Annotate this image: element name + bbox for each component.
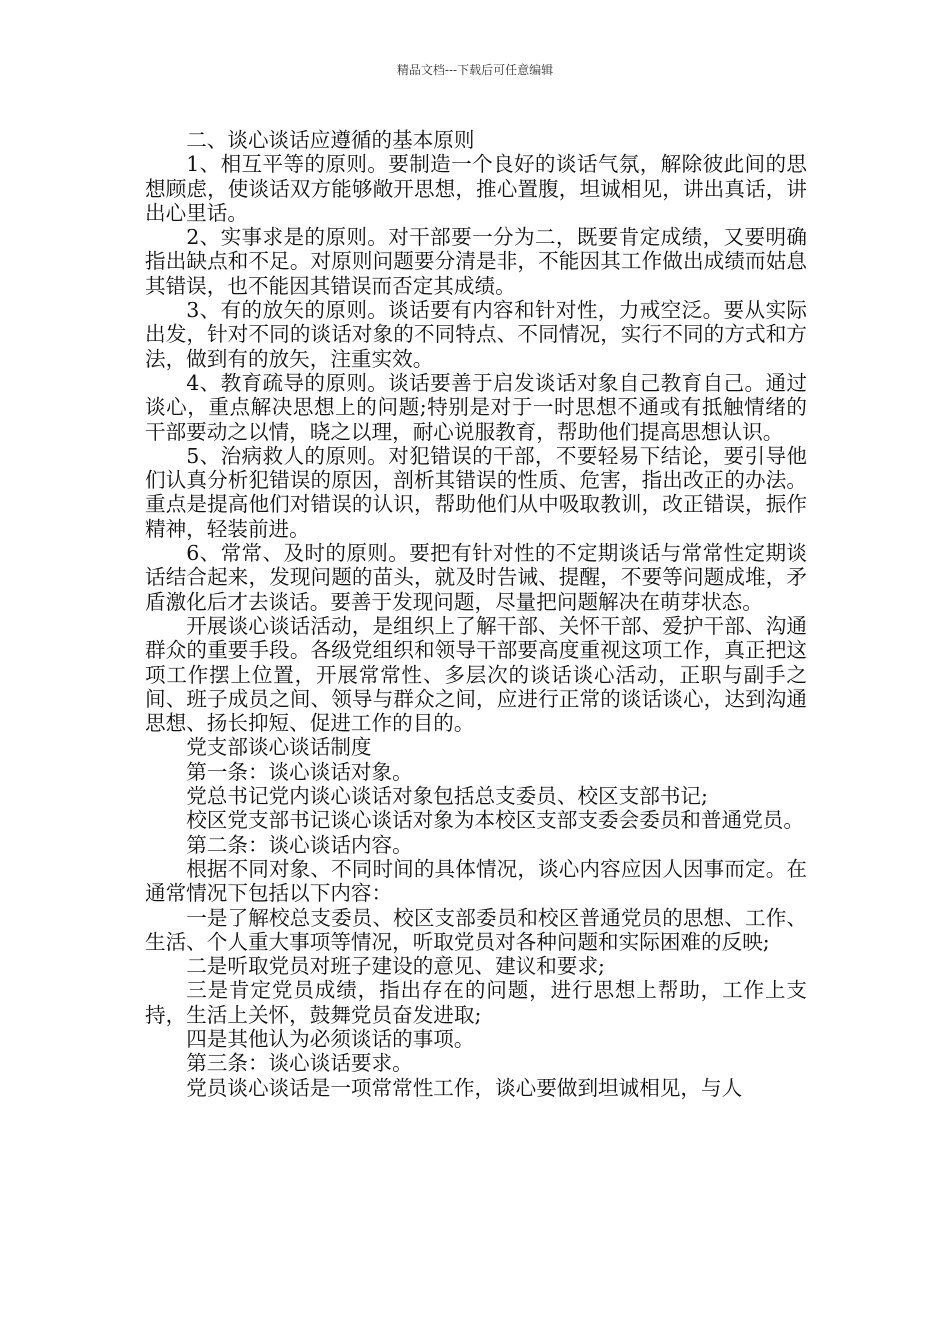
paragraph: 四是其他认为必须谈话的事项。 xyxy=(186,1026,475,1051)
section-heading: 党支部谈心谈话制度 xyxy=(186,735,372,760)
paragraph: 校区党支部书记谈心谈话对象为本校区支部支委会委员和普通党员。 xyxy=(186,808,804,833)
paragraph: 二是听取党员对班子建设的意见、建议和要求; xyxy=(186,954,605,979)
paragraph: 4、教育疏导的原则。谈话要善于启发谈话对象自己教育自己。通过谈心，重点解决思想上的问题;特别是对于一时思想不通或有抵触情绪的干部要动之以情，晓之以理，耐心说服教育，帮助他们提高思想认识。 xyxy=(145,370,807,444)
paragraph: 党总书记党内谈心谈话对象包括总支委员、校区支部书记; xyxy=(186,784,708,809)
document-body xyxy=(145,128,807,1100)
paragraph: 一是了解校总支委员、校区支部委员和校区普通党员的思想、工作、生活、个人重大事项等情况，听取党员对各种问题和实际困难的反映; xyxy=(145,905,807,954)
article-heading: 第三条：谈心谈话要求。 xyxy=(186,1051,413,1076)
paragraph: 党员谈心谈话是一项常常性工作，谈心要做到坦诚相见，与人 xyxy=(186,1075,743,1100)
page-header: 精品文档---下载后可任意编辑 xyxy=(396,63,554,77)
paragraph: 6、常常、及时的原则。要把有针对性的不定期谈话与常常性定期谈话结合起来，发现问题的苗头，就及时告诫、提醒，不要等问题成堆，矛盾激化后才去谈话。要善于发现问题，尽量把问题解决在萌芽状态。 xyxy=(145,541,807,614)
paragraph: 5、治病救人的原则。对犯错误的干部，不要轻易下结论，要引导他们认真分析犯错误的原因，剖析其错误的性质、危害，指出改正的办法。重点是提高他们对错误的认识，帮助他们从中吸取教训，改正错误，振作精神，轻装前进。 xyxy=(145,443,807,541)
paragraph: 1、相互平等的原则。要制造一个良好的谈话气氛，解除彼此间的思想顾虑，使谈话双方能够敞开思想，推心置腹，坦诚相见，讲出真话，讲出心里话。 xyxy=(145,152,807,225)
section-heading: 二、谈心谈话应遵循的基本原则 xyxy=(186,128,475,152)
article-heading: 第二条：谈心谈话内容。 xyxy=(186,832,413,857)
paragraph: 三是肯定党员成绩，指出存在的问题，进行思想上帮助，工作上支持，生活上关怀，鼓舞党员奋发进取; xyxy=(145,978,807,1027)
paragraph: 开展谈心谈话活动，是组织上了解干部、关怀干部、爱护干部、沟通群众的重要手段。各级党组织和领导干部要高度重视这项工作，真正把这项工作摆上位置，开展常常性、多层次的谈话谈心活动，正职与副手之间、班子成员之间、领导与群众之间，应进行正常的谈话谈心，达到沟通思想、扬长抑短、促进工作的目的。 xyxy=(145,613,807,736)
paragraph: 3、有的放矢的原则。谈话要有内容和针对性，力戒空泛。要从实际出发，针对不同的谈话对象的不同特点、不同情况，实行不同的方式和方法，做到有的放矢，注重实效。 xyxy=(145,298,807,371)
paragraph: 2、实事求是的原则。对干部要一分为二，既要肯定成绩，又要明确指出缺点和不足。对原则问题要分清是非，不能因其工作做出成绩而姑息其错误，也不能因其错误而否定其成绩。 xyxy=(145,225,807,298)
article-heading: 第一条：谈心谈话对象。 xyxy=(186,759,413,784)
paragraph: 根据不同对象、不同时间的具体情况，谈心内容应因人因事而定。在通常情况下包括以下内容： xyxy=(145,856,807,906)
